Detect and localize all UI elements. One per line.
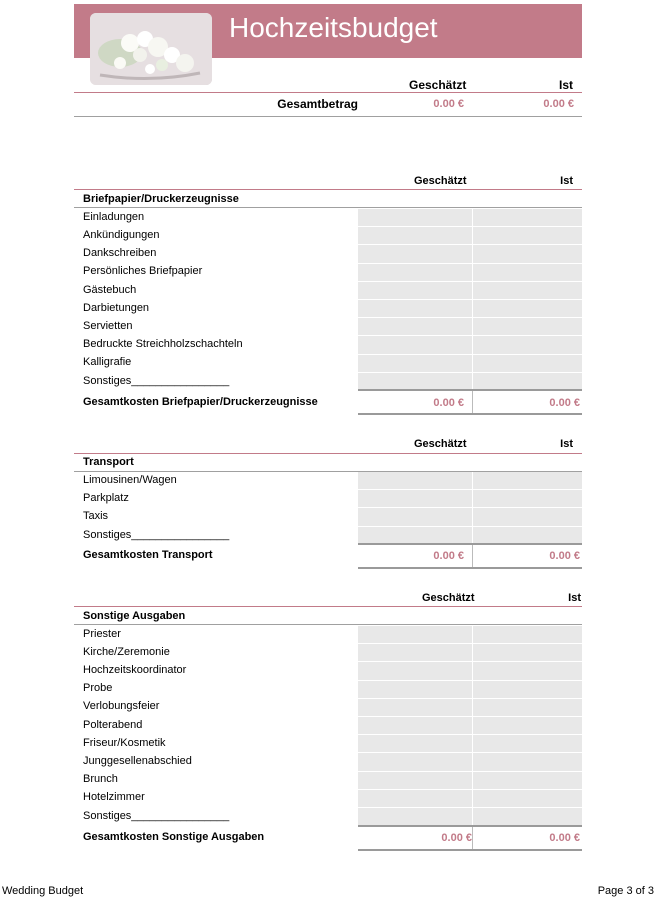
actual-input[interactable] (473, 355, 582, 372)
stationery-heading-rule (74, 207, 582, 208)
summary-top-rule (74, 92, 582, 93)
actual-input[interactable] (473, 717, 582, 734)
estimated-input[interactable] (358, 209, 473, 226)
misc-item: Priester (83, 628, 121, 640)
stationery-total-box (358, 389, 582, 415)
estimated-input[interactable] (358, 373, 473, 390)
actual-input[interactable] (473, 318, 582, 335)
estimated-input[interactable] (358, 355, 473, 372)
misc-item: Sonstiges________________ (83, 810, 230, 822)
estimated-input[interactable] (358, 472, 473, 489)
actual-input[interactable] (473, 626, 582, 643)
estimated-input[interactable] (358, 644, 473, 661)
misc-item: Junggesellenabschied (83, 755, 192, 767)
actual-input[interactable] (473, 644, 582, 661)
actual-input[interactable] (473, 472, 582, 489)
page-title: Hochzeitsbudget (229, 12, 438, 43)
actual-input[interactable] (473, 808, 582, 825)
stationery-item: Gästebuch (83, 284, 137, 296)
estimated-input[interactable] (358, 245, 473, 262)
misc-actual-header: Ist (568, 592, 581, 604)
summary-estimated-header: Geschätzt (409, 78, 467, 92)
actual-input[interactable] (473, 227, 582, 244)
actual-input[interactable] (473, 753, 582, 770)
summary-bottom-rule (74, 116, 582, 117)
stationery-item: Servietten (83, 320, 133, 332)
stationery-item: Dankschreiben (83, 247, 157, 259)
stationery-item: Persönliches Briefpapier (83, 265, 203, 277)
stationery-heading: Briefpapier/Druckerzeugnisse (83, 193, 239, 205)
transport-total-estimated: 0.00 € (433, 550, 464, 562)
estimated-input[interactable] (358, 662, 473, 679)
actual-input[interactable] (473, 790, 582, 807)
actual-input[interactable] (473, 336, 582, 353)
misc-item: Probe (83, 682, 113, 694)
estimated-input[interactable] (358, 735, 473, 752)
stationery-estimated-header: Geschätzt (414, 175, 467, 187)
misc-total-estimated: 0.00 € (441, 832, 472, 844)
estimated-input[interactable] (358, 318, 473, 335)
stationery-item: Kalligrafie (83, 356, 132, 368)
actual-input[interactable] (473, 245, 582, 262)
transport-header-rule (74, 453, 582, 454)
summary-total-estimated: 0.00 € (433, 98, 464, 110)
stationery-actual-header: Ist (560, 175, 573, 187)
misc-total-actual: 0.00 € (549, 832, 580, 844)
misc-estimated-header: Geschätzt (422, 592, 475, 604)
actual-input[interactable] (473, 264, 582, 281)
summary-actual-header: Ist (558, 78, 573, 92)
actual-input[interactable] (473, 508, 582, 525)
misc-item: Hotelzimmer (83, 791, 145, 803)
transport-item: Taxis (83, 510, 109, 522)
estimated-input[interactable] (358, 772, 473, 789)
misc-item: Verlobungsfeier (83, 700, 160, 712)
estimated-input[interactable] (358, 753, 473, 770)
summary-total-actual: 0.00 € (543, 98, 574, 110)
actual-input[interactable] (473, 490, 582, 507)
actual-input[interactable] (473, 772, 582, 789)
estimated-input[interactable] (358, 808, 473, 825)
actual-input[interactable] (473, 527, 582, 544)
actual-input[interactable] (473, 282, 582, 299)
transport-total-box (358, 543, 582, 569)
misc-item: Hochzeitskoordinator (83, 664, 187, 676)
transport-heading: Transport (83, 456, 134, 468)
estimated-input[interactable] (358, 336, 473, 353)
stationery-total-estimated: 0.00 € (433, 397, 464, 409)
stationery-total-label: Gesamtkosten Briefpapier/Druckerzeugnisse (83, 396, 318, 408)
transport-actual-header: Ist (560, 438, 573, 450)
misc-total-label: Gesamtkosten Sonstige Ausgaben (83, 831, 265, 843)
estimated-input[interactable] (358, 300, 473, 317)
transport-item: Parkplatz (83, 492, 129, 504)
stationery-total-actual: 0.00 € (549, 397, 580, 409)
flower-bouquet-image (90, 13, 212, 85)
misc-item: Kirche/Zeremonie (83, 646, 170, 658)
misc-item: Friseur/Kosmetik (83, 737, 166, 749)
actual-input[interactable] (473, 209, 582, 226)
estimated-input[interactable] (358, 681, 473, 698)
estimated-input[interactable] (358, 282, 473, 299)
actual-input[interactable] (473, 300, 582, 317)
estimated-input[interactable] (358, 527, 473, 544)
actual-input[interactable] (473, 735, 582, 752)
transport-input-grid (358, 472, 582, 545)
estimated-input[interactable] (358, 490, 473, 507)
misc-input-grid (358, 626, 582, 826)
stationery-input-grid (358, 209, 582, 391)
stationery-item: Bedruckte Streichholzschachteln (83, 338, 243, 350)
stationery-item: Ankündigungen (83, 229, 160, 241)
actual-input[interactable] (473, 662, 582, 679)
summary-total-label: Gesamtbetrag (277, 97, 358, 111)
footer-page-number: Page 3 of 3 (597, 885, 654, 897)
transport-item: Limousinen/Wagen (83, 474, 177, 486)
estimated-input[interactable] (358, 717, 473, 734)
misc-header-rule (74, 606, 582, 607)
estimated-input[interactable] (358, 790, 473, 807)
misc-item: Polterabend (83, 719, 143, 731)
estimated-input[interactable] (358, 699, 473, 716)
stationery-item: Darbietungen (83, 302, 150, 314)
transport-estimated-header: Geschätzt (414, 438, 467, 450)
misc-item: Brunch (83, 773, 118, 785)
stationery-item: Sonstiges________________ (83, 375, 230, 387)
stationery-header-rule (74, 189, 582, 190)
footer-document-name: Wedding Budget (2, 885, 84, 897)
actual-input[interactable] (473, 373, 582, 390)
transport-item: Sonstiges________________ (83, 529, 230, 541)
actual-input[interactable] (473, 681, 582, 698)
transport-total-label: Gesamtkosten Transport (83, 549, 213, 561)
estimated-input[interactable] (358, 264, 473, 281)
transport-total-actual: 0.00 € (549, 550, 580, 562)
estimated-input[interactable] (358, 626, 473, 643)
estimated-input[interactable] (358, 227, 473, 244)
stationery-item: Einladungen (83, 211, 145, 223)
estimated-input[interactable] (358, 508, 473, 525)
actual-input[interactable] (473, 699, 582, 716)
misc-heading: Sonstige Ausgaben (83, 610, 186, 622)
misc-heading-rule (74, 624, 582, 625)
